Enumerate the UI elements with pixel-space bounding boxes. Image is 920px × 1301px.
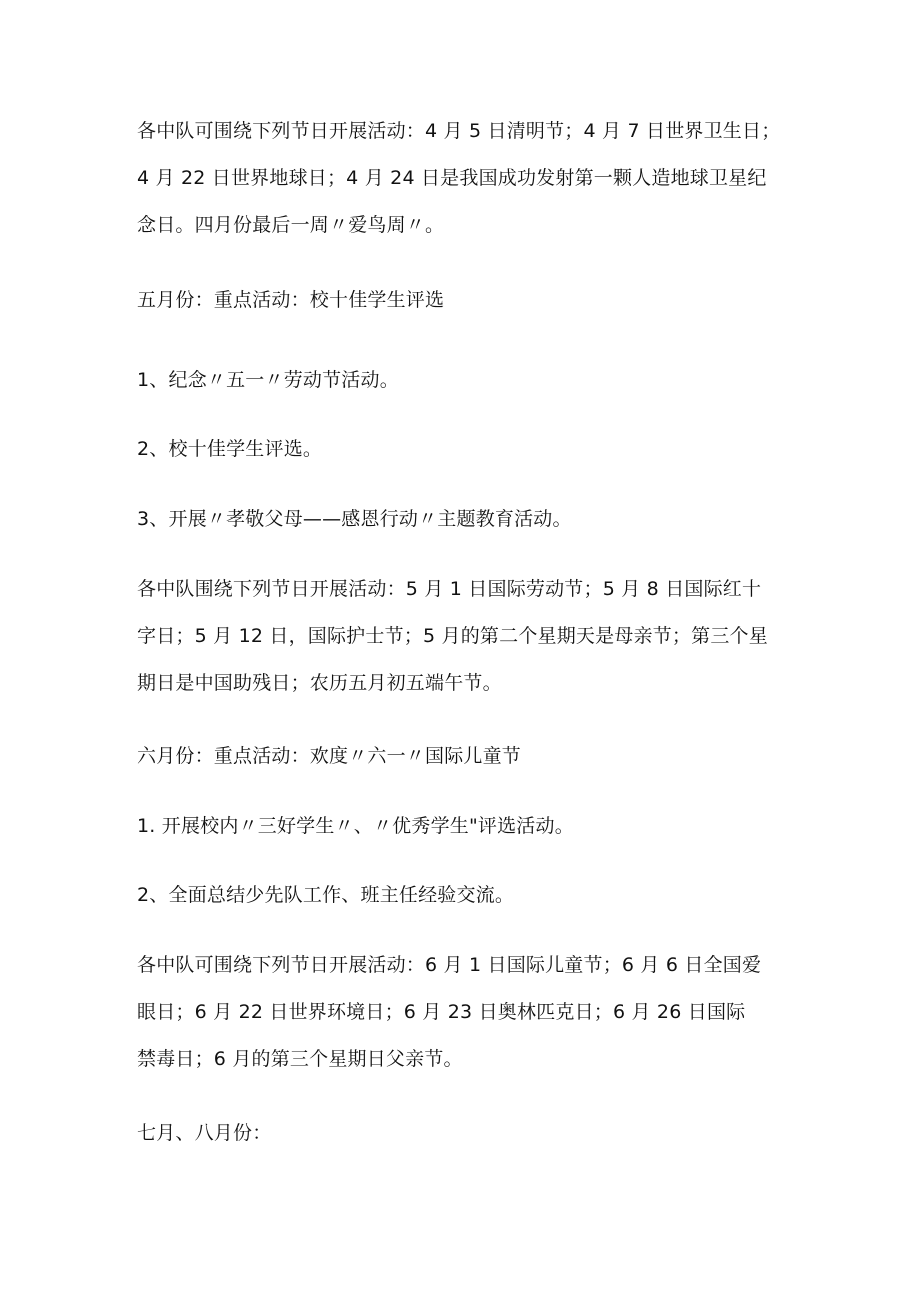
- list-item-june-1: [137, 803, 792, 850]
- text-line: 1、纪念〃五一〃劳动节活动。: [137, 369, 399, 391]
- text-line: 禁毒日；6 月的第三个星期日父亲节。: [137, 1048, 463, 1070]
- heading-july-august: [137, 1110, 792, 1157]
- text-line: 字日；5 月 12 日，国际护士节；5 月的第二个星期天是母亲节；第三个星: [137, 625, 768, 647]
- text-line: 各中队可围绕下列节日开展活动：4 月 5 日清明节；4 月 7 日世界卫生日；: [137, 120, 781, 142]
- paragraph-may-festivals: [137, 566, 792, 707]
- heading-may: [137, 277, 792, 324]
- text-line: 七月、八月份：: [137, 1122, 272, 1144]
- text-line: 五月份：重点活动：校十佳学生评选: [137, 289, 445, 311]
- list-item-june-2: [137, 872, 792, 919]
- text-line: 各中队围绕下列节日开展活动：5 月 1 日国际劳动节；5 月 8 日国际红十: [137, 578, 762, 600]
- text-line: 4 月 22 日世界地球日；4 月 24 日是我国成功发射第一颗人造地球卫星纪: [137, 167, 767, 189]
- list-item-may-3: [137, 496, 792, 543]
- paragraph-june-festivals: [137, 942, 792, 1083]
- heading-june: [137, 733, 792, 780]
- text-line: 2、全面总结少先队工作、班主任经验交流。: [137, 884, 515, 906]
- text-line: 期日是中国助残日；农历五月初五端午节。: [137, 672, 502, 694]
- text-line: 六月份：重点活动：欢度〃六一〃国际儿童节: [137, 745, 522, 767]
- list-item-may-1: [137, 357, 792, 404]
- paragraph-april-festivals: [137, 108, 792, 249]
- text-line: 各中队可围绕下列节日开展活动：6 月 1 日国际儿童节；6 月 6 日全国爱: [137, 954, 762, 976]
- text-line: 2、校十佳学生评选。: [137, 438, 323, 460]
- list-item-may-2: [137, 426, 792, 473]
- text-line: 1. 开展校内〃三好学生〃、〃优秀学生"评选活动。: [137, 815, 574, 837]
- text-line: 眼日；6 月 22 日世界环境日；6 月 23 日奥林匹克日；6 月 26 日国际: [137, 1001, 746, 1023]
- text-line: 念日。四月份最后一周〃爱鸟周〃。: [137, 214, 445, 236]
- text-line: 3、开展〃孝敬父母——感恩行动〃主题教育活动。: [137, 508, 572, 530]
